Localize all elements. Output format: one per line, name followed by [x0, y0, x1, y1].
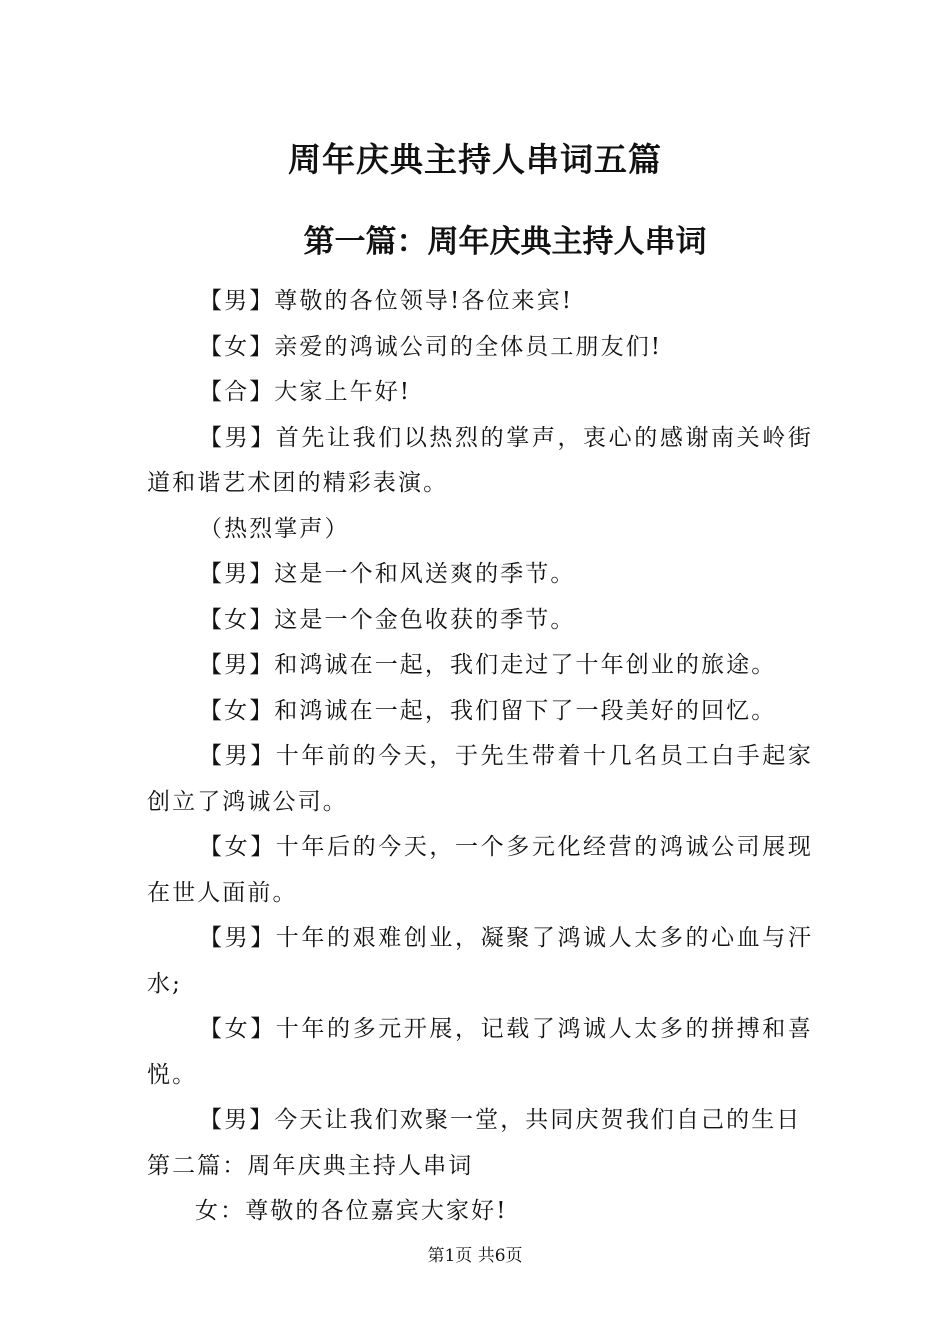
paragraph: 女：尊敬的各位嘉宾大家好! [195, 1198, 508, 1224]
paragraph: 【男】十年前的今天，于先生带着十几名员工白手起家创立了鸿诚公司。 [147, 743, 813, 815]
paragraph: 【女】十年后的今天，一个多元化经营的鸿诚公司展现在世人面前。 [147, 834, 813, 906]
section-2-heading: 第二篇：周年庆典主持人串词 [147, 1152, 474, 1179]
paragraph: 【男】今天让我们欢聚一堂，共同庆贺我们自己的生日 [199, 1107, 802, 1133]
paragraph: 【合】大家上午好! [199, 379, 412, 405]
page-number: 第1页 共6页 [427, 1246, 523, 1266]
paragraph: 【女】亲爱的鸿诚公司的全体员工朋友们! [199, 333, 663, 360]
paragraph: （热烈掌声） [199, 515, 350, 542]
section-1-heading: 第一篇：周年庆典主持人串词 [303, 224, 707, 260]
document-body [147, 279, 813, 1235]
paragraph: 【男】和鸿诚在一起，我们走过了十年创业的旅途。 [199, 652, 777, 678]
paragraph: 【女】十年的多元开展，记载了鸿诚人太多的拼搏和喜悦。 [147, 1016, 813, 1088]
paragraph: 【男】十年的艰难创业，凝聚了鸿诚人太多的心血与汗水; [147, 925, 813, 997]
paragraph: 【女】和鸿诚在一起，我们留下了一段美好的回忆。 [199, 697, 777, 724]
document-title: 周年庆典主持人串词五篇 [288, 140, 662, 179]
paragraph: 【男】首先让我们以热烈的掌声，衷心的感谢南关岭街道和谐艺术团的精彩表演。 [147, 424, 813, 496]
paragraph: 【男】尊敬的各位领导!各位来宾! [199, 288, 574, 314]
paragraph: 【男】这是一个和风送爽的季节。 [199, 561, 576, 587]
paragraph: 【女】这是一个金色收获的季节。 [199, 606, 576, 633]
